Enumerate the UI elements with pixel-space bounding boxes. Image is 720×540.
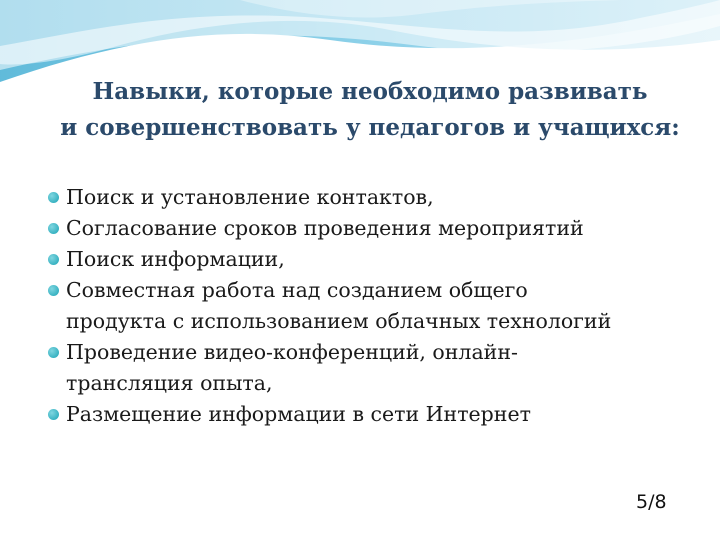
list-item-text: Размещение информации в сети Интернет	[66, 402, 531, 426]
list-item-text: Поиск информации,	[66, 247, 285, 271]
round-bullet-icon	[48, 409, 59, 420]
round-bullet-icon	[48, 254, 59, 265]
title-line-1: Навыки, которые необходимо развивать	[92, 78, 648, 105]
list-item-text: Проведение видео-конференций, онлайн-	[66, 340, 518, 364]
list-item-text: Согласование сроков проведения мероприятий	[66, 216, 584, 240]
bullet-list	[48, 182, 708, 430]
list-item-text-continued: продукта с использованием облачных технологий	[66, 309, 612, 333]
list-item-text-continued: трансляция опыта,	[66, 371, 273, 395]
page-number: 5/8	[636, 491, 667, 513]
list-item-text: Совместная работа над созданием общего	[66, 278, 528, 302]
list-item-text: Поиск и установление контактов,	[66, 185, 434, 209]
round-bullet-icon	[48, 192, 59, 203]
round-bullet-icon	[48, 223, 59, 234]
list-item	[48, 337, 708, 399]
list-item	[48, 182, 708, 213]
title-line-2: и совершенствовать у педагогов и учащихся:	[60, 114, 680, 141]
slide-title	[40, 74, 700, 146]
round-bullet-icon	[48, 285, 59, 296]
list-item	[48, 244, 708, 275]
list-item	[48, 399, 708, 430]
round-bullet-icon	[48, 347, 59, 358]
list-item	[48, 213, 708, 244]
list-item	[48, 275, 708, 337]
